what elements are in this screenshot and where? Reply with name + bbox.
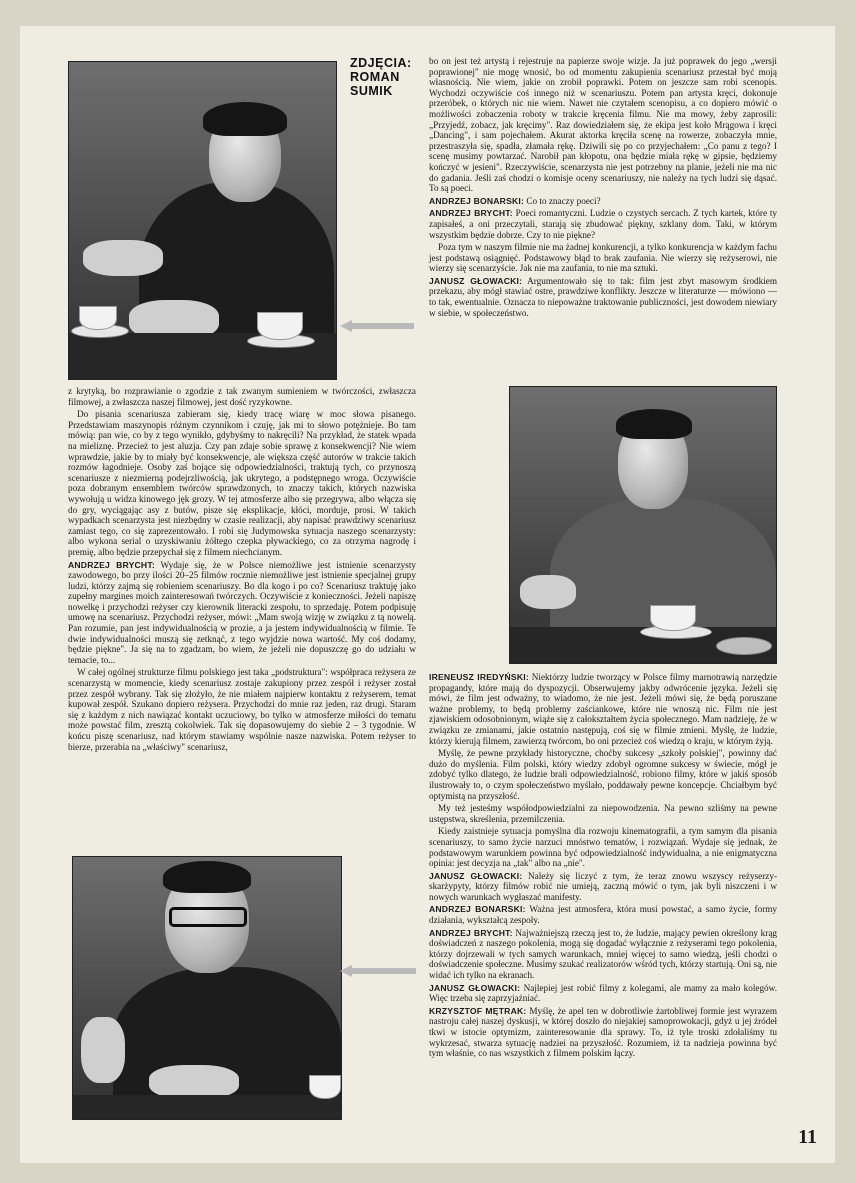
paragraph: z krytyką, bo rozprawianie o zgodzie z tak zwanym sumieniem w twórczości, zwłaszcza filmowej, a zwłaszcza naszej filmowej, jest dość ryzykowne. (68, 386, 416, 407)
credit-line-1: ZDJĘCIA: (350, 56, 412, 70)
photo-man-glasses (72, 856, 342, 1120)
speaker-paragraph (429, 871, 777, 903)
speaker-name: IRENEUSZ IREDYŃSKI: (429, 672, 529, 682)
paragraph-text: Należy się liczyć z tym, że teraz znowu wszyscy reżyserzy-skarżypyty, którzy filmów robić nie umieją, zaczną mówić o tym, jak byli niszczeni i w nowych warunkach wygłaszać manifesty. (429, 870, 777, 902)
speaker-paragraph (429, 928, 777, 981)
speaker-name: ANDRZEJ BONARSKI: (429, 195, 525, 206)
speaker-paragraph (429, 1006, 777, 1059)
paragraph: Do pisania scenariusza zabieram się, kiedy tracę wiarę w moc słowa pisanego. Przedstawiam maszynopis różnym czynnikom i czuję, jak mi to słowo potężnieje. Bo tam mówią: pan wie, co by z tego wynikło, gdybyśmy to nakręcili? Na przykład, że statek wpada na mieliznę. Przecież to jest aluzja. Czy pan zdaje sobie sprawę z konsekwencji? Nie wiem wprawdzie, jakie by to miały być konsekwencje, ale większa część autorów w trakcie takich rozmów łagodnieje. Osoby zaś bojące się odpowiedzialności, traktują tych, co przynoszą scenariusze z niezmierną podejrzliwością, jak ukrytego, a podstępnego wroga. Oczywiście poza dobranym ensemblem twórców sprawdzonych, to znaczy takich, których nazwiska wywołują u widza kinowego jęk grozy. W tej atmosferze albo się przegrywa, albo włącza się do gry, wyciągając asy z butów, pisze się eksplikacje, kłóci, morduje, prosi. W takich wypadkach scenarzysta jest niezbędny w czasie realizacji, aby napisać prawdziwy scenariusz zamiast tego, co się zaprezentowało. I robi się Judymowska sytuacja naszego scenarzysty: albo wykona serial o uzyskiwaniu żółtego czepka pływackiego, co za otrzyma nagrodę i premię, albo będzie przepychał się z filmem niechcianym. (68, 409, 416, 557)
paragraph-text: Niektórzy ludzie tworzący w Polsce filmy marnotrawią narzędzie propagandy, które mają do dyspozycji. Obserwujemy jakby odwrócenie języka. Jeżeli się mówi, że film jest odważny, to wiadomo, że nie jest. Jeżeli mówi się, że będą poruszane ważne problemy, to będą problemy zaściankowe, które nie wnoszą nic. Film nie jest zjawiskiem odosobnionym, wiąże się z całokształtem życia społecznego. Mam nadzieję, że w związku ze zmianami, jakie ostatnio następują, coś się w filmie zmieni. Myślę, że ludzie, którzy kierują filmem, zawierzą twórcom, bo oni przecież coś wiedzą o kraju, w którym żyją. (429, 672, 777, 746)
speaker-name: KRZYSZTOF MĘTRAK: (429, 1005, 527, 1016)
speaker-name: ANDRZEJ BRYCHT: (68, 559, 155, 570)
speaker-name: ANDRZEJ BONARSKI: (429, 904, 526, 915)
paragraph-text: Ważna jest atmosfera, która musi powstać, a samo życie, formy działania, wykształcą zespoły. (429, 904, 777, 926)
speaker-paragraph (429, 196, 777, 207)
speaker-name: JANUSZ GŁOWACKI: (429, 870, 523, 881)
speaker-name: JANUSZ GŁOWACKI: (429, 275, 523, 286)
paragraph: Poza tym w naszym filmie nie ma żadnej konkurencji, a tylko konkurencja w każdym fachu jest podstawą osiągnięć. Podstawowy błąd to brak zaufania. Nie wierzy się reżyserowi, nie wierzy się scenarzyście. Jak nie ma zaufania, to nie ma sztuki. (429, 242, 777, 274)
photo-man-seated (68, 61, 337, 380)
speaker-paragraph (429, 276, 777, 318)
arrow-left-icon (340, 965, 416, 977)
right-column-upper (429, 56, 777, 374)
paragraph-text: Wydaje się, że w Polsce niemożliwe jest istnienie scenarzysty zawodowego, bo przy ilości 20–25 filmów rocznie niemożliwe jest istnienie specjalnej grupy ludzi, którzy zajmą się robieniem scenariuszy. Bo dla kogo i po co? Scenariusz traktuję jako zupełny margines moich zainteresowań twórczych. Oczywiście z konieczności. Jeżeli napiszę nowelkę i przychodzi reżyser czy kierownik literacki zespołu, to sprzedaję. Potem podpisuję umowę na scenariusz. Przychodzi reżyser, mówi: „Mam swoją wizję w związku z tą nowelą. Pan rozumie, pan jest indywidualnością w prozie, a ja jestem indywidualnością w filmie. Te dwie indywidualności muszą się zetknąć, z tego wyjdzie nowa wartość. My coś dodamy, będzie piękne". Ja się na to zgadzam, bo wiem, że jeżeli nie dopuszczę go do udziału w temacie, to... (68, 559, 416, 665)
credit-line-2: ROMAN (350, 70, 400, 84)
paragraph-text: Poeci romantyczni. Ludzie o czystych sercach. Z tych kartek, które ty zapisałeś, a oni przeczytali, starają się zbudować piękny, szklany dom. Taki, w którym wszystkim będzie dobrze. Czy to nie piękne? (429, 208, 777, 240)
magazine-page (20, 26, 835, 1163)
credit-line-3: SUMIK (350, 84, 393, 98)
speaker-name: ANDRZEJ BRYCHT: (429, 208, 513, 219)
page-number: 11 (798, 1126, 817, 1148)
speaker-paragraph (429, 983, 777, 1004)
paragraph: bo on jest też artystą i rejestruje na papierze swoje wizje. Ja już poprawek do jego „wersji poprawionej" nie mogę wnosić, bo od momentu zakupienia scenariusz przestał być moją własnością. Nie wiem, jakie on zrobił poprawki. Potem on jeszcze sam robi scenopis. Wychodzi oczywiście coś innego niż w scenariuszu. Potem pan artysta kręci, dokonuje przeróbek, o których nic nie wiem. Nawet nie czytałem scenopisu, a co dopiero mówić o możliwości zobaczenia roboty w trakcie kręcenia filmu. Nie ma mowy, żeby zaprosili: „Przyjedź, zobacz, jak kręcimy". Raz dowiedziałem się, że ekipa jest koło Mrągowa i kręci „Dancing", i sam pojechałem. Akurat aktorka kręciła scenę na rowerze, zobaczyła mnie, przestraszyła się, spadła, złamała rękę. Dziwili się po co przyjechałem: „Co panu z tego? I scenę musimy powtarzać. Narobił pan kłopotu, ona będzie miała rękę w gipsie, będziemy kończyć w jesieni". Rzeczywiście, scenarzysta nie jest potrzebny na planie, jeżeli nie ma nic do gadania. Jeśli zaś chodzi o komisje oceny scenariuszy, nie należy na tych ludzi się dąsać. To są poeci. (429, 56, 777, 194)
paragraph-text: Argumentowało się to tak: film jest zbyt masowym środkiem przekazu, aby mógł stawiać ostre, prawdziwe konflikty. Jeszcze w literaturze — mówiono — to tak, ewentualnie. Oznacza to niepoważne traktowanie publiczności, jest dowodem niewiary w siebie, w społeczeństwo. (429, 275, 777, 318)
speaker-name: ANDRZEJ BRYCHT: (429, 927, 513, 938)
paragraph: Myślę, że pewne przykłady historyczne, choćby sukcesy „szkoły polskiej", powinny dać dużo do myślenia. Film polski, który wiedzy zdobył ogromne sukcesy w świecie, mógł je zdobyć tylko dlatego, że ludzie brali odpowiedzialność, robiono filmy, które w jakiś sposób ilustrowały to, o czym społeczeństwo myślało, poddawały pewne koncepcje. Chciałbym być optymistą na przyszłość. (429, 748, 777, 801)
arrow-left-icon (340, 320, 414, 332)
speaker-paragraph (68, 560, 416, 666)
left-column-upper (68, 386, 416, 849)
right-column-lower (429, 672, 777, 1132)
photo-man-jacket (509, 386, 777, 664)
speaker-name: JANUSZ GŁOWACKI: (429, 982, 521, 993)
paragraph-text: Najlepiej jest robić filmy z kolegami, ale mamy za mało kolegów. Więc trzeba się zaprzyjaźniać. (429, 982, 777, 1004)
photo-credit (350, 56, 412, 98)
paragraph: My też jesteśmy współodpowiedzialni za niepowodzenia. Na pewno szliśmy na pewne ustępstwa, skreślenia, przemilczenia. (429, 803, 777, 824)
paragraph: W całej ogólnej strukturze filmu polskiego jest taka „podstruktura": współpraca reżysera ze scenarzystą w momencie, kiedy scenariusz zostaje zakupiony przez zespół i reżyser został przez zespół wybrany. Tak się złożyło, że nie miałem najpierw kontaktu z reżyserem, temat kupował zespół. Szukano dopiero reżysera. Przychodzi do mnie raz jeden, raz drugi. Staram się z każdym z nich nawiązać kontakt uczuciowy, bo tylko w atmosferze miłości do tematu może powstać film, zresztą cokolwiek. Tak się dopasowujemy do siebie 2 – 3 tygodnie. W końcu piszę scenariusz, nad którym stawiamy wspólnie nasze nazwiska. Potem reżyser to bierze, przerabia na „właściwy" scenariusz, (68, 667, 416, 752)
speaker-paragraph (429, 672, 777, 746)
paragraph: Kiedy zaistnieje sytuacja pomyślna dla rozwoju kinematografii, a tym samym dla pisania scenariuszy, to samo życie narzuci mnóstwo tematów, i rozwiązań. Wydaje się jednak, że podstawowym warunkiem powinna być odpowiedzialność indywidualna, a nie enigmatyczna opinia: jest decyzja na „tak" albo na „nie". (429, 826, 777, 869)
speaker-paragraph (429, 904, 777, 925)
speaker-paragraph (429, 208, 777, 240)
paragraph-text: Co to znaczy poeci? (524, 195, 601, 206)
paragraph-text: Myślę, że apel ten w dobrotliwie żartobliwej formie jest wyrazem nastroju całej naszej dyskusji, w której doszło do niejakiej samoprowokacji, gdyż u jej źródeł tkwi w istocie optymizm, zainteresowanie dla sprawy. To, iż tyle troski zdołaliśmy tu wykrzesać, stwarza sytuację nadziei na przyszłość. Rozumiem, iż ta nadzieja powinna być tym właśnie, co nas wszystkich z filmem polskim łączy. (429, 1005, 777, 1059)
paragraph-text: Najważniejszą rzeczą jest to, że ludzie, mający pewien określony krąg doświadczeń z naszego pokolenia, mogą się dogadać wyłącznie z reżyserami tego pokolenia, którzy dojrzewali w tych samych warunkach, mniej więcej to samo wiedzą, jeśli chodzi o doświadczenie społeczne. Musimy szukać realizatorów wśród tych, którzy startują. Oni są, nie widać ich tylko na ekranach. (429, 927, 777, 981)
